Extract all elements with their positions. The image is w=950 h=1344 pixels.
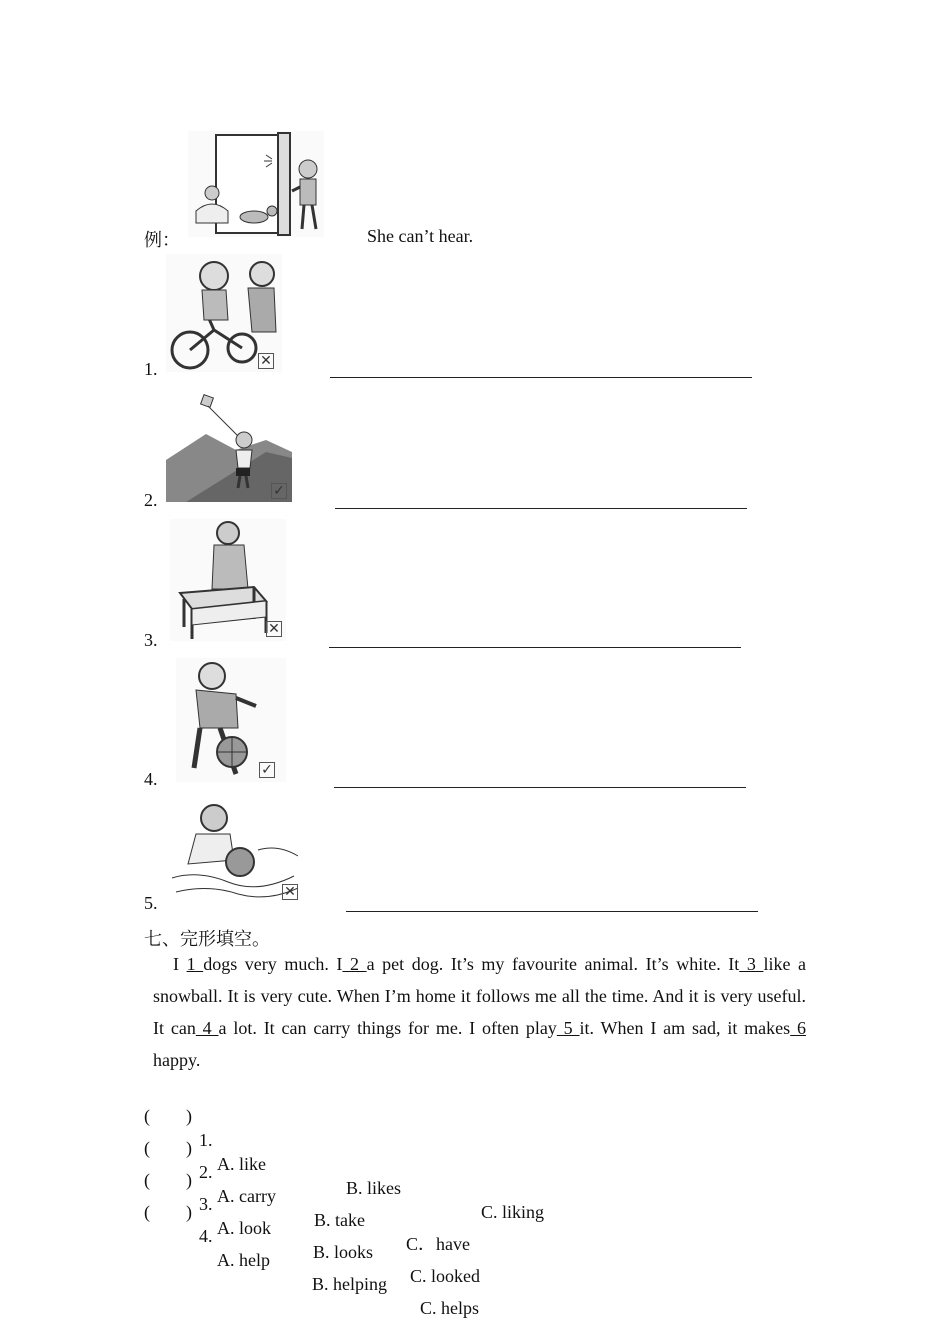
option-b: B. looks	[313, 1242, 374, 1262]
answer-line-3[interactable]	[329, 647, 741, 648]
blank-1[interactable]: 1	[186, 954, 204, 974]
item-5-number: 5.	[144, 893, 158, 913]
item-3-number: 3.	[144, 630, 158, 650]
example-label: 例：	[144, 230, 180, 250]
item-1-number: 1.	[144, 359, 158, 379]
option-a: A. help	[217, 1250, 270, 1270]
question-1: ( ) 1. A. like B. likes C. liking	[144, 1106, 545, 1222]
check-mark-icon: ✓	[271, 483, 287, 499]
answer-line-1[interactable]	[330, 377, 752, 378]
answer-paren[interactable]: ( )	[144, 1170, 192, 1190]
cloze-passage: I 1 dogs very much. I 2 a pet dog. It’s my favourite animal. It’s white. It 3 like a snowball. It is very cute. When I’m home it follows me all the time. And it is very useful. It can 4 a lot. It can carry things for me. I often play 5 it. When I am sad, it makes 6 happy.	[153, 954, 807, 1070]
girl-behind-door-icon	[188, 131, 324, 237]
blank-4[interactable]: 4	[195, 1018, 219, 1038]
question-2: ( ) 2. A. carry B. take C．have	[144, 1138, 470, 1254]
check-mark-icon: ✓	[259, 762, 275, 778]
option-b: B. likes	[346, 1178, 402, 1198]
option-c: C．have	[406, 1234, 470, 1254]
option-b: B. helping	[312, 1274, 387, 1294]
option-c: C. helps	[420, 1298, 480, 1318]
item-2-number: 2.	[144, 490, 158, 510]
cross-mark-icon: ✕	[282, 884, 298, 900]
question-3: ( ) 3. A. look B. looks C. looked	[144, 1170, 480, 1286]
question-4: ( ) 4. A. help B. helping C. helps	[144, 1202, 480, 1318]
section-title: 七、完形填空。	[144, 929, 270, 949]
option-c: C. looked	[410, 1266, 480, 1286]
blank-6[interactable]: 6	[790, 1018, 807, 1038]
blank-5[interactable]: 5	[556, 1018, 580, 1038]
blank-3[interactable]: 3	[739, 954, 764, 974]
option-b: B. take	[314, 1210, 365, 1230]
answer-line-2[interactable]	[335, 508, 747, 509]
blank-2[interactable]: 2	[342, 954, 367, 974]
answer-paren[interactable]: ( )	[144, 1106, 192, 1126]
option-a: A. look	[217, 1218, 271, 1238]
cross-mark-icon: ✕	[266, 621, 282, 637]
item-4-number: 4.	[144, 769, 158, 789]
option-a: A. carry	[217, 1186, 276, 1206]
answer-paren[interactable]: ( )	[144, 1138, 192, 1158]
answer-line-5[interactable]	[346, 911, 758, 912]
answer-line-4[interactable]	[334, 787, 746, 788]
example-sentence: She can’t hear.	[367, 226, 474, 246]
option-c: C. liking	[481, 1202, 545, 1222]
cross-mark-icon: ✕	[258, 353, 274, 369]
option-a: A. like	[217, 1154, 266, 1174]
answer-paren[interactable]: ( )	[144, 1202, 192, 1222]
